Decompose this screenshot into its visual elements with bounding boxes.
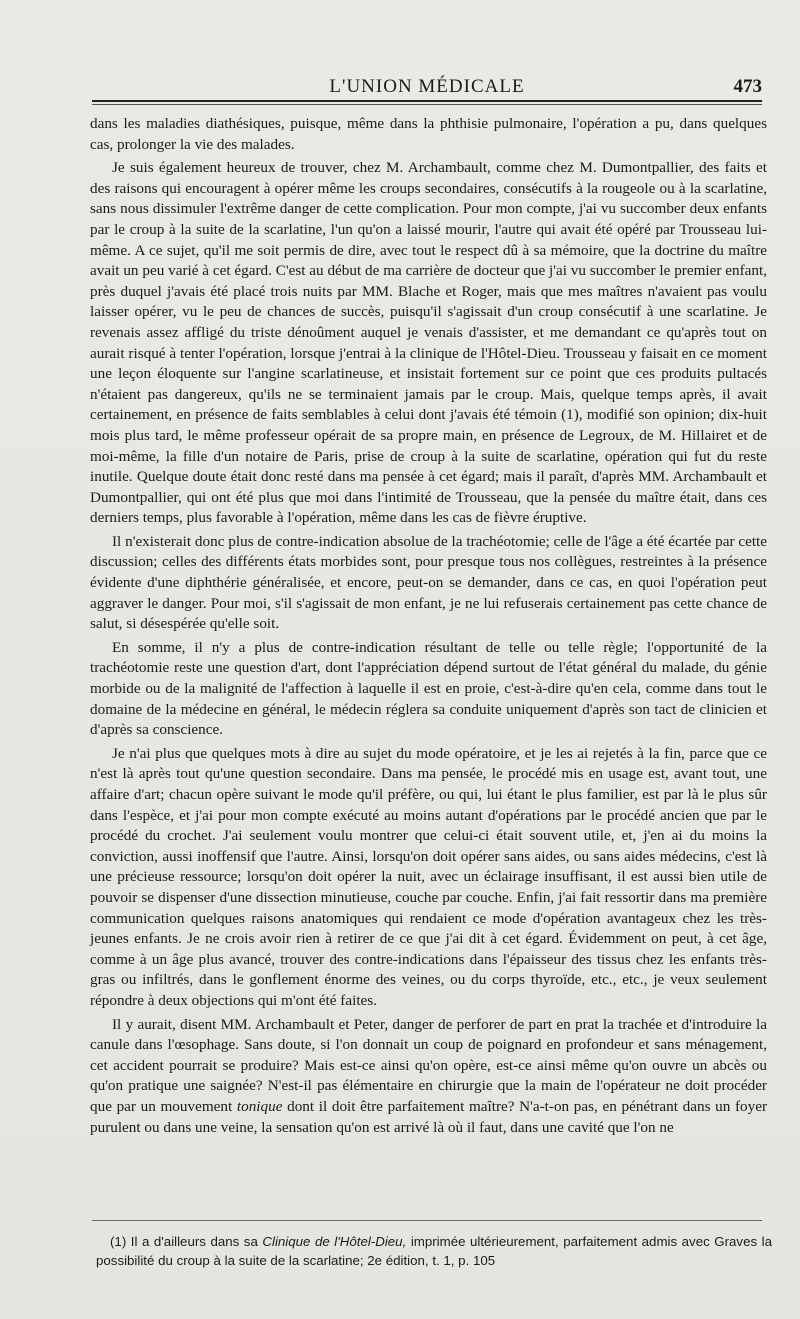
paragraph-objections-part1: Il y aurait, disent MM. Archambault et Peter, danger de perforer de part en prat la trachée et d'introduire la canule dans l'œsophage. Sans doute, si l'on donnait un coup de poignard en profondeur et sans ménagement, cet accident pourrait se produire? Mais est-ce ainsi qu'on opère, est-ce ainsi même qu'on ouvre un abcès ou qu'on pratique une saignée? N'est-il pas élémentaire en chirurgie que la main de l'opérateur ne doit procéder que par un mouvement	[90, 1015, 767, 1115]
journal-title: L'UNION MÉDICALE	[329, 76, 525, 97]
page-number: 473	[733, 76, 762, 97]
paragraph-continued: dans les maladies diathésiques, puisque, même dans la phthisie pulmonaire, l'opération a pu, dans quelques cas, prolonger la vie des malades.	[90, 115, 767, 153]
paragraph-objections	[90, 1015, 767, 1139]
footnote-part2: imprimée ultérieurement, parfaitement admis avec Graves la possibilité du croup à la suite de la scarlatine; 2e édition, t. 1, p. 105	[96, 1234, 772, 1268]
running-header	[92, 76, 762, 100]
footnote-rule	[92, 1220, 762, 1221]
footnote	[96, 1232, 772, 1270]
paragraph-objections-part2: dont il doit être parfaitement maître? N'a-t-on pas, en pénétrant dans un foyer purulent ou dans une veine, la sensation qu'on est arrivé là où il faut, dans une cavité que l'on ne	[90, 1097, 768, 1136]
footnote-title: Clinique de l'Hôtel-Dieu,	[262, 1234, 407, 1249]
paragraph-contre-indication: Il n'existerait donc plus de contre-indication absolue de la trachéotomie; celle de l'âge a été écartée par cette discussion; celles des différents états morbides sont, pour presque tous nos collègues, restreintes à la présence évidente d'une diphthérie généralisée, et encore, peut-on se demander, dans ce cas, en quoi l'opération peut aggraver le danger. Pour moi, s'il s'agissait de mon enfant, je ne lui refuserais certainement pas cette chance de salut, si désespérée qu'elle soit.	[90, 532, 767, 633]
footnote-part1: (1) Il a d'ailleurs dans sa	[110, 1234, 258, 1249]
header-rule	[92, 100, 762, 102]
italic-term: tonique	[236, 1097, 283, 1115]
paragraph-en-somme: En somme, il n'y a plus de contre-indication résultant de telle ou telle règle; l'opportunité de la trachéotomie reste une question d'art, dont l'appréciation dépend surtout de l'état général du malade, du génie morbide ou de la malignité de l'affection à laquelle il est en proie, c'est-à-dire qu'en cela, comme dans tout le domaine de la médecine en général, le médecin réglera sa conduite uniquement d'après son tact de clinicien et d'après sa conscience.	[90, 638, 767, 739]
paragraph-scarlatine-croup: Je suis également heureux de trouver, chez M. Archambault, comme chez M. Dumontpallier, des faits et des raisons qui encouragent à opérer même les croups secondaires, consécutifs à la rougeole ou à la scarlatine, sans nous dissimuler l'extrême danger de cette complication. Pour mon compte, j'ai vu succomber deux enfants par le croup à la suite de la scarlatine, l'un qu'on a laissé mourir, l'autre qui avait été opéré par Trousseau lui-même. A ce sujet, qu'il me soit permis de dire, avec tout le respect dû à sa mémoire, que la doctrine du maître avait un peu varié à cet égard. C'est au début de ma carrière de docteur que j'ai vu succomber le premier enfant, près duquel j'avais été placé trois nuits par MM. Blache et Roger, mais que mes maîtres n'avaient pas voulu laisser opérer, vu le peu de chances de succès, puisqu'il s'agissait d'un croup consécutif à une scarlatine. Je revenais assez affligé du triste dénoûment auquel je venais d'assister, et me demandant ce qu'après tout on aurait risqué à tenter l'opération, lorsque j'entrai à la clinique de l'Hôtel-Dieu. Trousseau y faisait en ce moment une leçon éloquente sur l'angine scarlatineuse, et insistait fortement sur ce point que ces produits pultacés n'étaient pas dangereux, qu'ils ne se terminaient jamais par le croup. Mais, quelque temps après, il avait certainement, en présence de faits semblables à celui dont j'avais été témoin (1), modifié son opinion; dix-huit mois plus tard, le même professeur opérait de sa propre main, en présence de Legroux, de M. Hillairet et de moi-même, la fille d'un notaire de Paris, prise de croup à la suite de scarlatine, opération qui fut du reste inutile. Quelque doute était donc resté dans ma pensée à cet égard; mais il paraît, d'après MM. Archambault et Dumontpallier, qui ont été plus que moi dans l'intimité de Trousseau, que la pensée du maître était, dans ces derniers temps, plus favorable à l'opération, même dans les cas de fièvre éruptive.	[90, 159, 767, 527]
paragraph-mode-operatoire: Je n'ai plus que quelques mots à dire au sujet du mode opératoire, et je les ai rejetés à la fin, parce que ce n'est là après tout qu'une question secondaire. Dans ma pensée, le procédé mis en usage est, avant tout, une affaire d'art; chacun opère suivant le mode qu'il préfère, ou qui, lui étant le plus familier, est par là le plus sûr dans l'espèce, et j'ai pour mon compte exécuté au moins autant d'opérations par le procédé ancien que par le procédé du crochet. J'ai seulement voulu montrer que celui-ci était souvent utile, et, j'en ai du moins la conviction, aussi inoffensif que l'autre. Ainsi, lorsqu'on doit opérer sans aides, ou sans aides médecins, c'est là une précieuse ressource; lorsqu'on doit opérer la nuit, avec un éclairage insuffisant, il est aussi bien utile de pouvoir se dispenser d'une dissection minutieuse, couche par couche. Enfin, j'ai fait ressortir dans ma première communication quelques raisons anatomiques qui rendaient ce mode d'opération avantageux chez les très-jeunes enfants. Je ne crois avoir rien à retirer de ce que j'ai dit à cet égard. Évidemment on peut, à cet âge, comme à un âge plus avancé, trouver des contre-indications dans l'épaisseur des tissus chez les enfants très-gras ou infiltrés, dans le gonflement énorme des veines, ou du corps thyroïde, etc., etc., je veux seulement répondre à deux objections qui m'ont été faites.	[90, 744, 767, 1009]
header-rule-thin	[92, 104, 762, 105]
article-body	[90, 114, 767, 1138]
